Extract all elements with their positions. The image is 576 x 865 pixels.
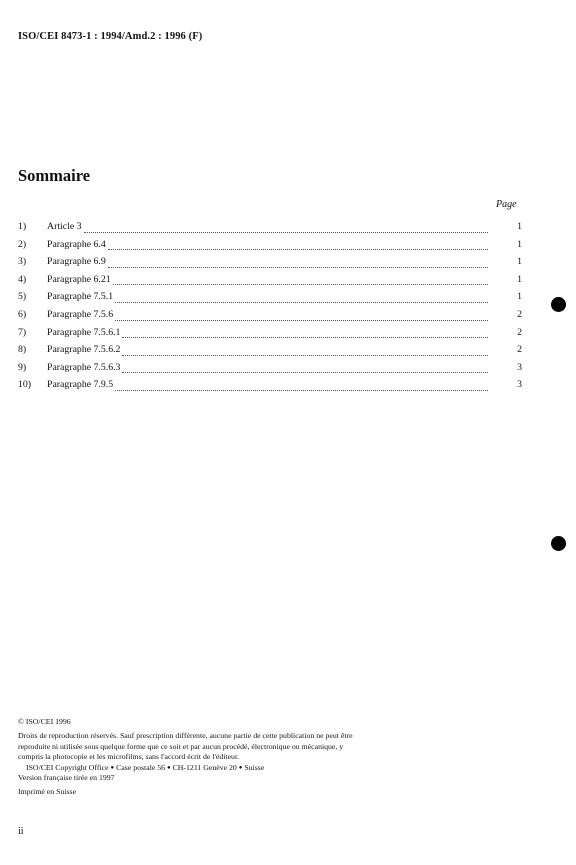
printed-note: Imprimé en Suisse <box>18 787 77 797</box>
toc-entry-page: 1 <box>517 221 522 232</box>
toc-entry-label[interactable]: Paragraphe 6.9 <box>47 256 106 268</box>
toc-entry[interactable] <box>18 309 522 327</box>
toc-entry[interactable] <box>18 239 522 257</box>
toc-entry-label[interactable]: Paragraphe 7.9.5 <box>47 379 114 391</box>
toc-dot-leader <box>122 337 488 338</box>
toc-entry-label[interactable]: Paragraphe 7.5.6.2 <box>47 344 121 356</box>
toc-entry-label[interactable]: Paragraphe 7.5.6.1 <box>47 326 121 338</box>
toc-entry-number: 1) <box>18 221 27 232</box>
toc-entry[interactable] <box>18 291 522 309</box>
toc-dot-leader <box>122 372 488 373</box>
page-column-label: Page <box>496 199 517 210</box>
toc-entry-page: 2 <box>517 308 522 320</box>
copyright-notice <box>18 717 368 798</box>
address-country: Suisse <box>244 762 265 772</box>
publisher-address <box>18 763 368 773</box>
rights-statement: Droits de reproduction réservés. Sauf prescription différente, aucune partie de cette publication ne peut être reproduite ni utilisée sous quelque forme que ce soit et par aucun procédé, électronique ou mécanique, y compris la photocopie et les microfilms, sans l'accord écrit de l'éditeur. <box>18 731 353 762</box>
toc-entry-number: 6) <box>18 308 27 320</box>
toc-entry[interactable] <box>18 379 522 397</box>
toc-dot-leader <box>115 320 488 321</box>
toc-entry-label[interactable]: Paragraphe 7.5.1 <box>47 291 114 303</box>
version-note: Version française tirée en 1997 <box>18 773 115 783</box>
toc-entry-page: 1 <box>517 238 522 250</box>
toc-dot-leader <box>84 232 488 233</box>
toc-entry-number: 8) <box>18 344 27 356</box>
toc-entry[interactable] <box>18 362 522 380</box>
bullet-icon: ● <box>167 764 171 771</box>
toc-entry-page: 3 <box>517 361 522 373</box>
toc-entry-number: 3) <box>18 256 27 268</box>
toc-entry[interactable] <box>18 256 522 274</box>
bullet-icon: ● <box>110 764 115 771</box>
toc-entry-page: 2 <box>517 326 522 338</box>
address-city: CH-1211 Genève 20 <box>172 762 237 772</box>
bullet-icon: ● <box>238 764 243 771</box>
toc-entry[interactable] <box>18 221 522 239</box>
toc-entry-label[interactable]: Paragraphe 6.4 <box>47 238 106 250</box>
address-box: Case postale 56 <box>116 762 166 772</box>
toc-entry-page: 1 <box>517 291 522 303</box>
toc-entry-number: 10) <box>18 379 32 391</box>
document-reference: ISO/CEI 8473-1 : 1994/Amd.2 : 1996 (F) <box>18 31 203 42</box>
toc-entry-number: 9) <box>18 361 27 373</box>
toc-dot-leader <box>113 284 488 285</box>
toc-entry-number: 5) <box>18 291 27 303</box>
margin-marker-dot <box>551 297 566 312</box>
toc-entry-number: 2) <box>18 238 27 250</box>
toc-entry-page: 1 <box>517 256 522 268</box>
margin-marker-dot <box>551 536 566 551</box>
toc-entry[interactable] <box>18 327 522 345</box>
copyright-line: © ISO/CEI 1996 <box>18 717 71 726</box>
toc-entry[interactable] <box>18 274 522 292</box>
toc-dot-leader <box>108 267 488 268</box>
publisher-office: ISO/CEI Copyright Office <box>26 762 109 772</box>
toc-entry-label[interactable]: Paragraphe 7.5.6 <box>47 308 114 320</box>
toc-dot-leader <box>108 249 488 250</box>
page-title: Sommaire <box>18 166 91 185</box>
toc-entry-label[interactable]: Paragraphe 6.21 <box>47 273 111 285</box>
page-number: ii <box>18 826 24 837</box>
toc-entry[interactable] <box>18 344 522 362</box>
toc-dot-leader <box>122 355 488 356</box>
toc-dot-leader <box>115 302 488 303</box>
toc-entry-number: 4) <box>18 273 27 285</box>
table-of-contents <box>18 221 522 397</box>
toc-entry-label[interactable]: Article 3 <box>47 221 82 232</box>
toc-entry-label[interactable]: Paragraphe 7.5.6.3 <box>47 361 121 373</box>
toc-entry-page: 2 <box>517 344 522 356</box>
toc-entry-page: 1 <box>517 273 522 285</box>
toc-entry-number: 7) <box>18 326 27 338</box>
toc-dot-leader <box>115 390 488 391</box>
toc-entry-page: 3 <box>517 379 522 391</box>
